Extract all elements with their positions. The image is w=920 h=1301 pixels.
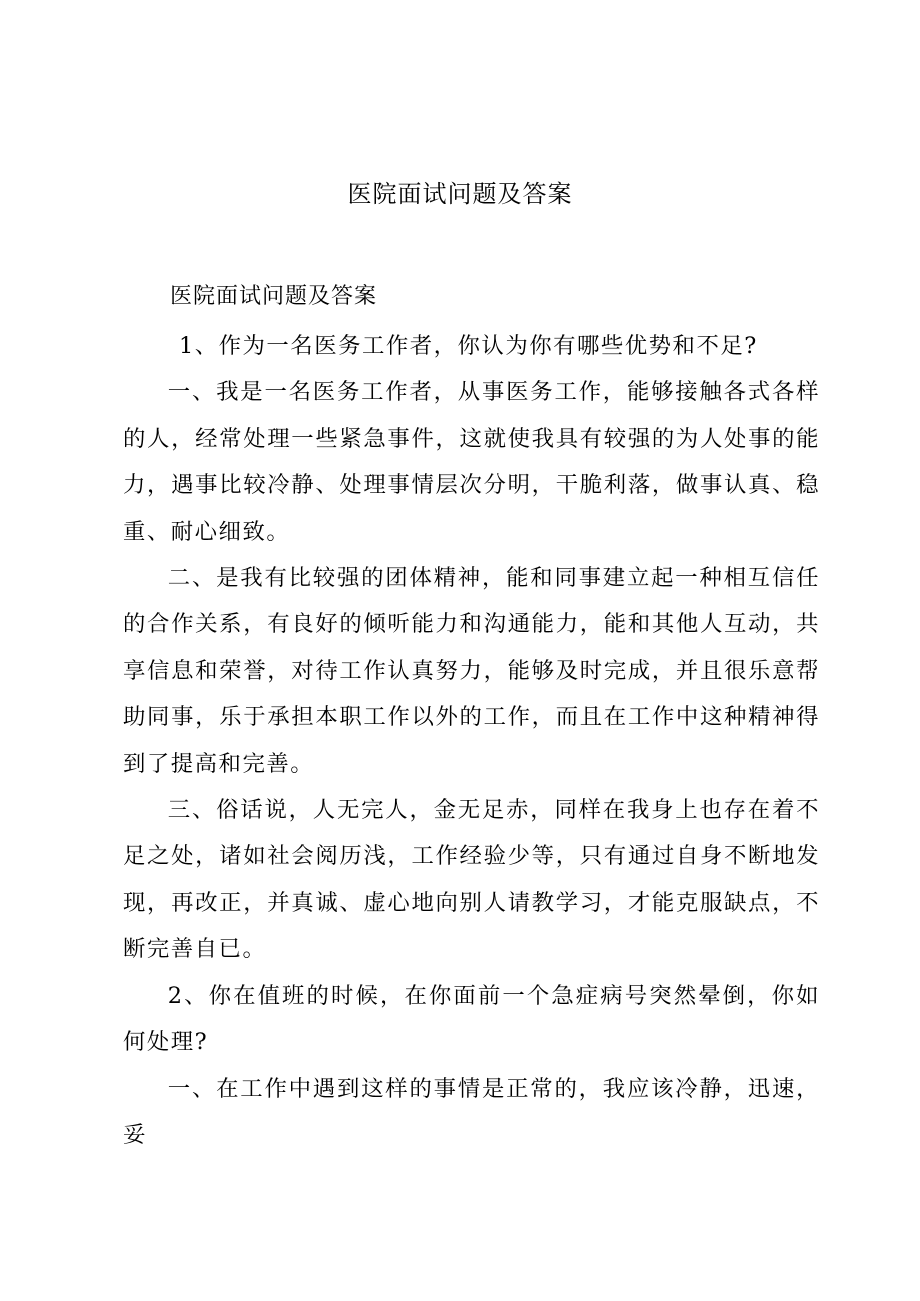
answer-1-point-2: 二、是我有比较强的团体精神，能和同事建立起一种相互信任的合作关系，有良好的倾听能力和沟通能力，能和其他人互动，共享信息和荣誉，对待工作认真努力，能够及时完成，并且很乐意帮助同事，乐于承担本职工作以外的工作，而且在工作中这种精神得到了提高和完善。 — [123, 565, 820, 777]
answer-2-point-1: 一、在工作中遇到这样的事情是正常的，我应该冷静，迅速，妥 — [123, 1075, 820, 1148]
document-title: 医院面试问题及答案 — [347, 180, 573, 208]
document-body — [123, 323, 820, 1158]
document-subtitle: 医院面试问题及答案 — [170, 284, 378, 309]
answer-1-point-1: 一、我是一名医务工作者，从事医务工作，能够接触各式各样的人，经常处理一些紧急事件，这就使我具有较强的为人处事的能力，遇事比较冷静、处理事情层次分明，干脆利落，做事认真、稳重、耐心细致。 — [123, 379, 820, 545]
answer-1-point-3: 三、俗话说，人无完人，金无足赤，同样在我身上也存在着不足之处，诸如社会阅历浅，工作经验少等，只有通过自身不断地发现，再改正，并真诚、虚心地向别人请教学习，才能克服缺点，不断完善自已。 — [123, 797, 820, 963]
question-1: 1、作为一名医务工作者，你认为你有哪些优势和不足? — [179, 333, 758, 359]
question-2: 2、你在值班的时候，在你面前一个急症病号突然晕倒，你如何处理? — [123, 982, 820, 1056]
